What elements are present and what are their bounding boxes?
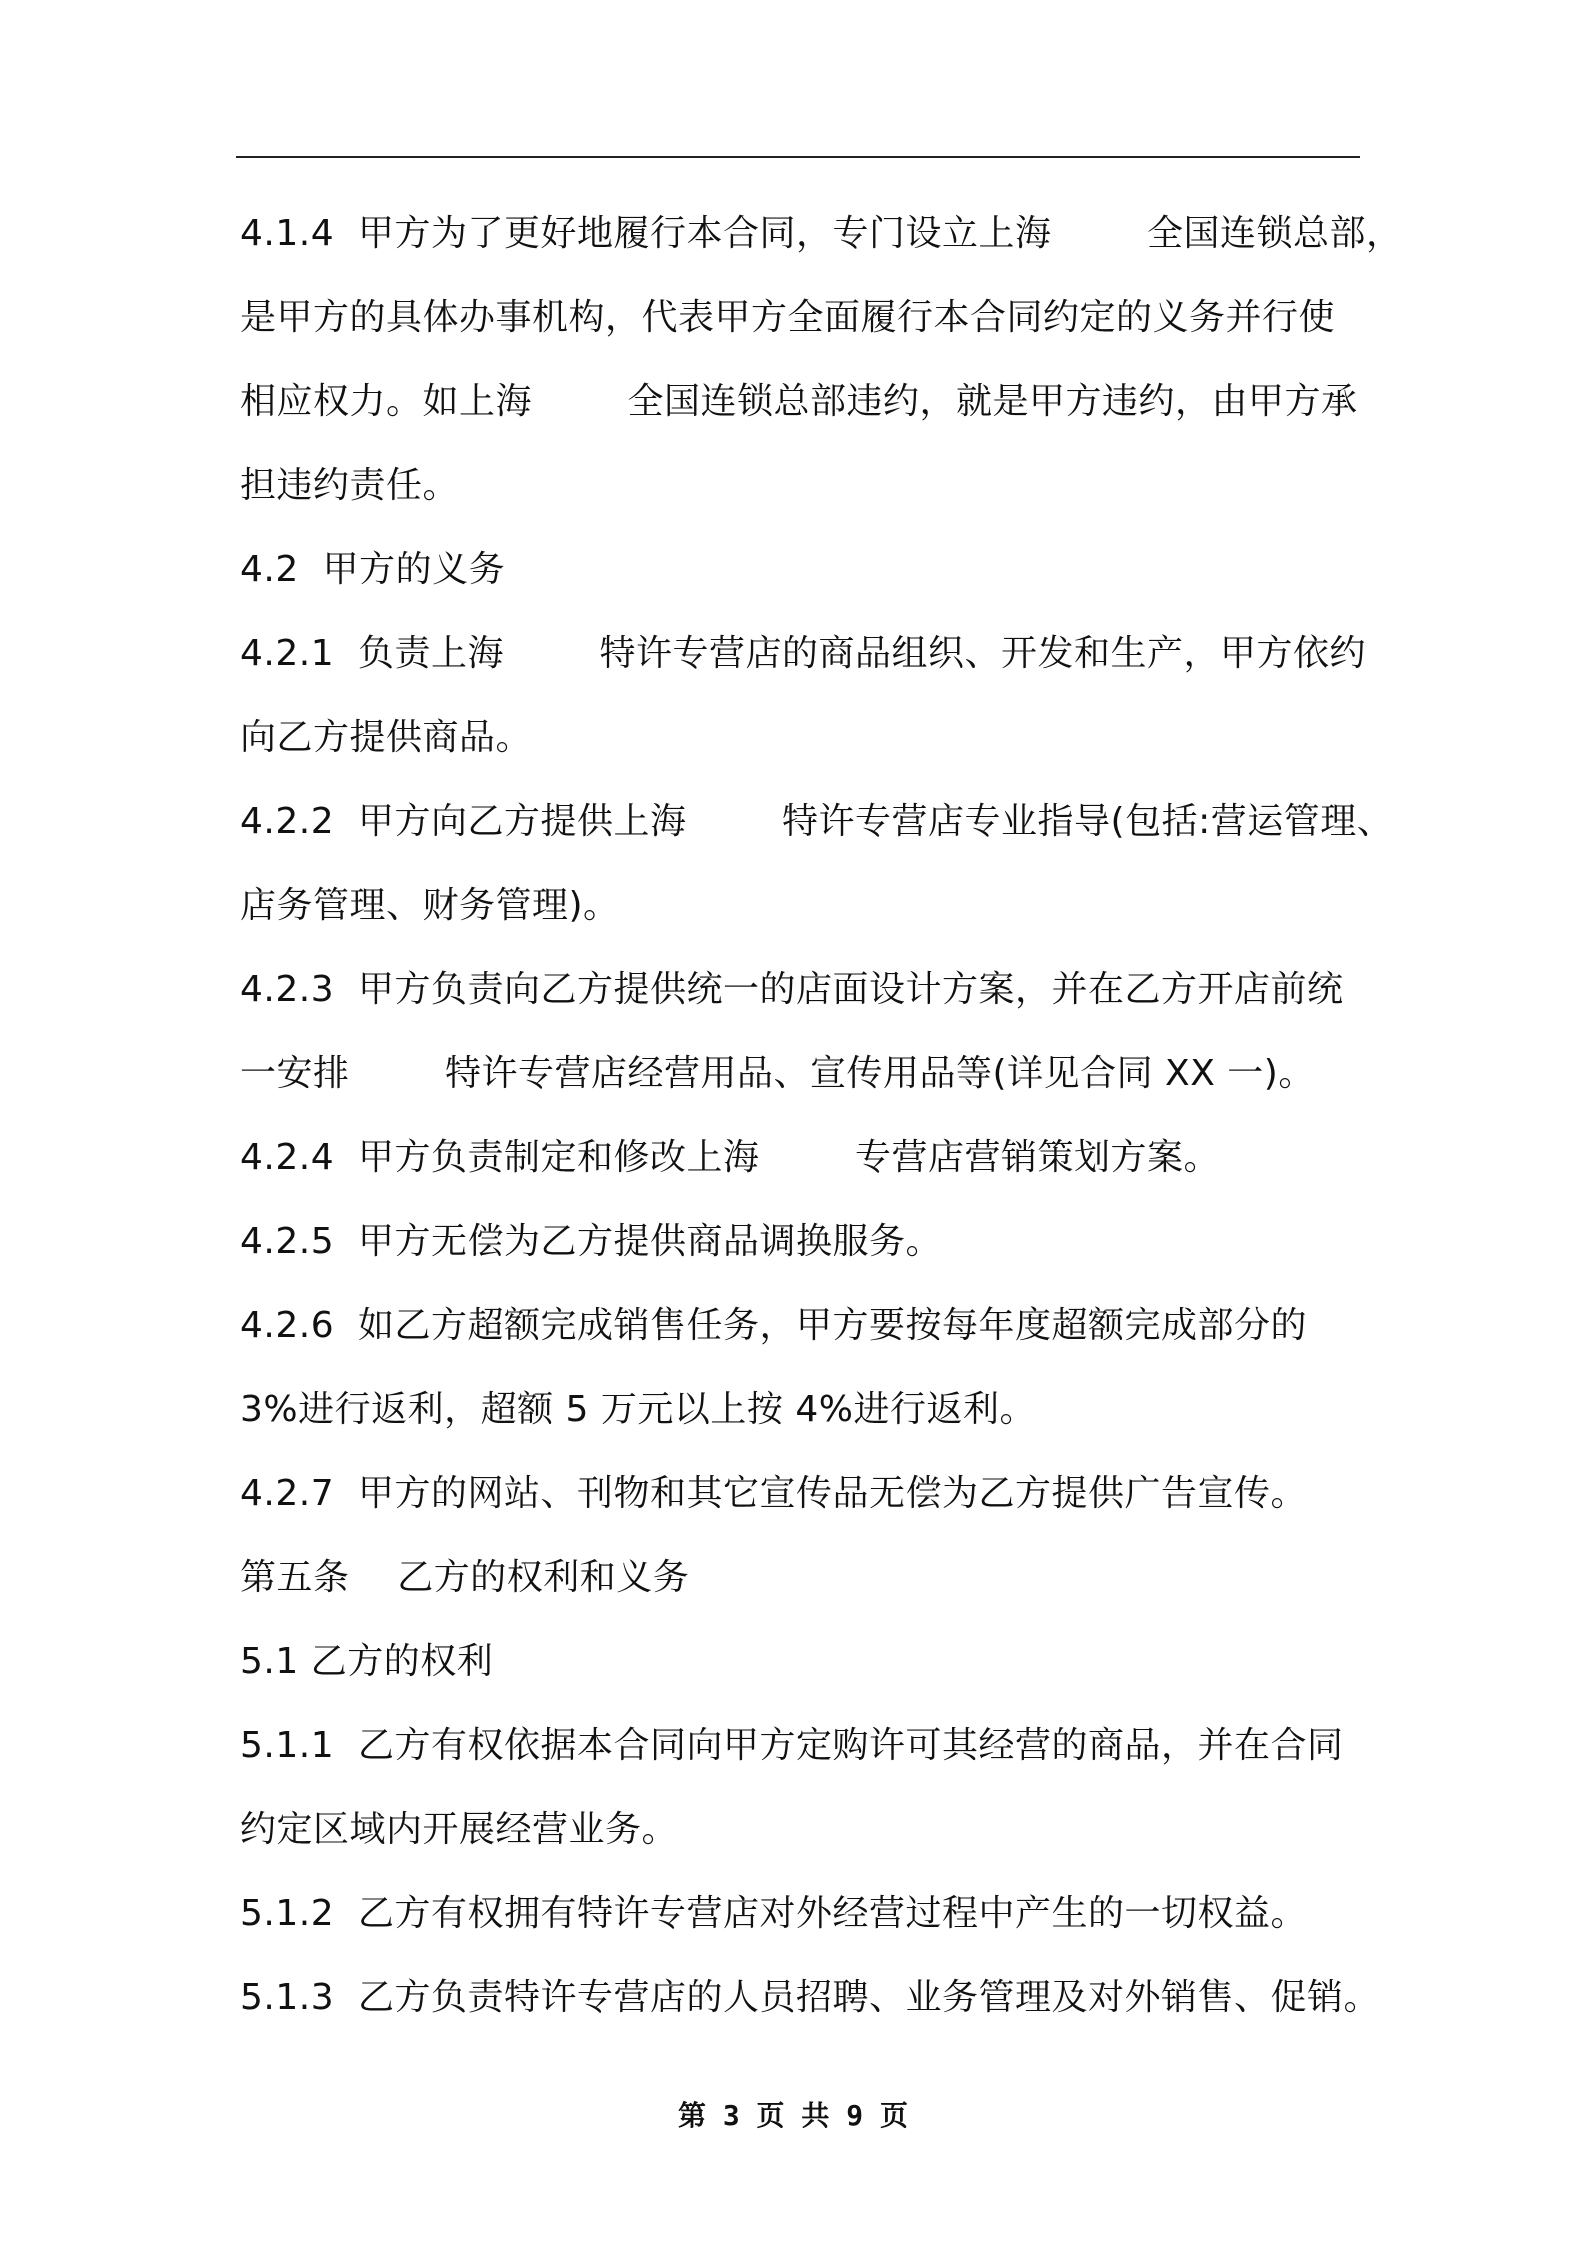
article-heading: 第五条 乙方的权利和义务 — [240, 1557, 690, 1598]
text-line: 一安排 特许专营店经营用品、宣传用品等(详见合同 XX 一)。 — [240, 1053, 1315, 1094]
text-line: 4.2.1 负责上海 特许专营店的商品组织、开发和生产，甲方依约 — [240, 633, 1367, 674]
text-line: 3%进行返利，超额 5 万元以上按 4%进行返利。 — [240, 1389, 1036, 1430]
text-line: 向乙方提供商品。 — [240, 717, 533, 758]
text-line: 4.2.6 如乙方超额完成销售任务，甲方要按每年度超额完成部分的 — [240, 1305, 1307, 1346]
text-line: 约定区域内开展经营业务。 — [240, 1809, 679, 1850]
text-line: 4.2.5 甲方无偿为乙方提供商品调换服务。 — [240, 1221, 942, 1262]
document-body — [240, 192, 1403, 2040]
section-heading: 4.2 甲方的义务 — [240, 549, 506, 590]
text-line: 4.2.3 甲方负责向乙方提供统一的店面设计方案，并在乙方开店前统 — [240, 969, 1344, 1010]
section-heading: 5.1 乙方的权利 — [240, 1641, 494, 1682]
text-line: 4.2.2 甲方向乙方提供上海 特许专营店专业指导(包括:营运管理、 — [240, 801, 1394, 842]
text-line: 5.1.3 乙方负责特许专营店的人员招聘、业务管理及对外销售、促销。 — [240, 1977, 1380, 2018]
text-line: 是甲方的具体办事机构，代表甲方全面履行本合同约定的义务并行使 — [240, 297, 1336, 338]
text-line: 5.1.1 乙方有权依据本合同向甲方定购许可其经营的商品，并在合同 — [240, 1725, 1344, 1766]
page-number-footer: 第 3 页 共 9 页 — [677, 2099, 908, 2132]
text-line: 4.2.4 甲方负责制定和修改上海 专营店营销策划方案。 — [240, 1137, 1221, 1178]
text-line: 担违约责任。 — [240, 465, 460, 506]
text-line: 4.1.4 甲方为了更好地履行本合同，专门设立上海 全国连锁总部， — [240, 213, 1403, 254]
header-rule — [236, 156, 1360, 158]
text-line: 5.1.2 乙方有权拥有特许专营店对外经营过程中产生的一切权益。 — [240, 1893, 1307, 1934]
text-line: 相应权力。如上海 全国连锁总部违约，就是甲方违约，由甲方承 — [240, 381, 1358, 422]
text-line: 店务管理、财务管理)。 — [240, 885, 620, 926]
text-line: 4.2.7 甲方的网站、刊物和其它宣传品无偿为乙方提供广告宣传。 — [240, 1473, 1307, 1514]
